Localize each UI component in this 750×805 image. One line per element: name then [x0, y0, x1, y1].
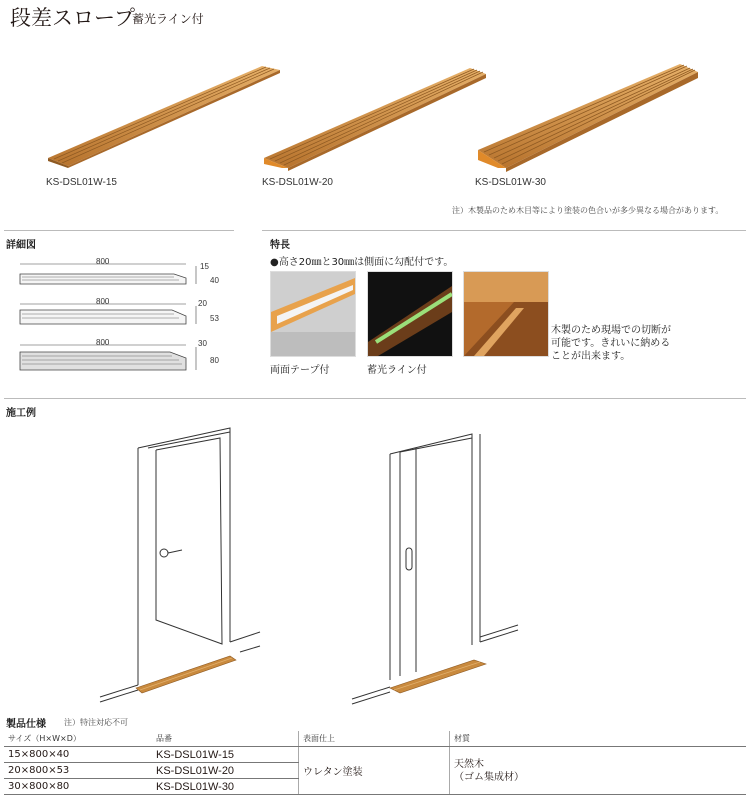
glow-line-photo	[367, 271, 453, 357]
cut-fitting-photo	[463, 271, 549, 357]
features-section-divider	[262, 230, 746, 231]
ramp-30-image	[478, 64, 698, 172]
cut-text-line3: ことが出来ます。	[551, 351, 631, 362]
install-illustrations	[90, 420, 540, 710]
detail-row1-depth: 40	[210, 276, 219, 285]
spec-header-finish: 表面仕上	[299, 731, 450, 747]
page-title: 段差スロープ	[10, 6, 135, 30]
spec-header-code: 品番	[152, 731, 299, 747]
spec-note: 注）特注対応不可	[64, 718, 128, 727]
spec-size: 15×800×40	[4, 747, 152, 763]
ramp-15-image	[48, 66, 280, 168]
spec-material-line1: 天然木	[454, 758, 484, 770]
spec-header-size: サイズ（H×W×D）	[4, 731, 152, 747]
spec-section-title: 製品仕様	[6, 719, 46, 730]
spec-finish: ウレタン塗装	[299, 747, 450, 795]
detail-row3-depth: 80	[210, 356, 219, 365]
spec-code: KS-DSL01W-30	[152, 779, 299, 795]
detail-row1-width: 800	[96, 257, 110, 266]
tape-caption: 両面テープ付	[270, 365, 330, 376]
tape-photo	[270, 271, 356, 357]
spec-header-row	[4, 731, 746, 747]
glow-caption: 蓄光ライン付	[367, 365, 427, 376]
detail-row2-height: 20	[198, 299, 207, 308]
spec-size: 20×800×53	[4, 763, 152, 779]
page-subtitle: 蓄光ライン付	[132, 12, 204, 26]
detail-drawings	[14, 252, 239, 382]
spec-material	[450, 747, 747, 795]
detail-section-title: 詳細図	[6, 240, 36, 251]
cut-text-line1: 木製のため現場での切断が	[551, 325, 671, 336]
product-code-3: KS-DSL01W-30	[475, 177, 546, 188]
detail-row3-height: 30	[198, 339, 207, 348]
spec-code: KS-DSL01W-20	[152, 763, 299, 779]
detail-row1-height: 15	[200, 262, 209, 271]
detail-section-divider	[4, 230, 234, 231]
product-code-1: KS-DSL01W-15	[46, 177, 117, 188]
spec-header-material: 材質	[450, 731, 747, 747]
features-section-title: 特長	[270, 240, 290, 251]
product-code-2: KS-DSL01W-20	[262, 177, 333, 188]
features-lead: ●高さ20㎜と30㎜は側面に勾配付です。	[270, 257, 454, 268]
detail-row3-width: 800	[96, 338, 110, 347]
spec-code: KS-DSL01W-15	[152, 747, 299, 763]
detail-row2-depth: 53	[210, 314, 219, 323]
detail-row2-width: 800	[96, 297, 110, 306]
ramp-20-image	[264, 68, 486, 171]
color-note: 注）木製品のため木目等により塗装の色合いが多少異なる場合があります。	[452, 206, 724, 215]
spec-material-line2: （ゴム集成材）	[454, 771, 524, 783]
spec-size: 30×800×80	[4, 779, 152, 795]
spec-table	[4, 731, 746, 795]
cut-text-line2: 可能です。きれいに納める	[551, 338, 671, 349]
install-section-divider	[4, 398, 746, 399]
product-ramps-image	[0, 40, 750, 180]
spec-row	[4, 747, 746, 763]
install-section-title: 施工例	[6, 408, 36, 419]
